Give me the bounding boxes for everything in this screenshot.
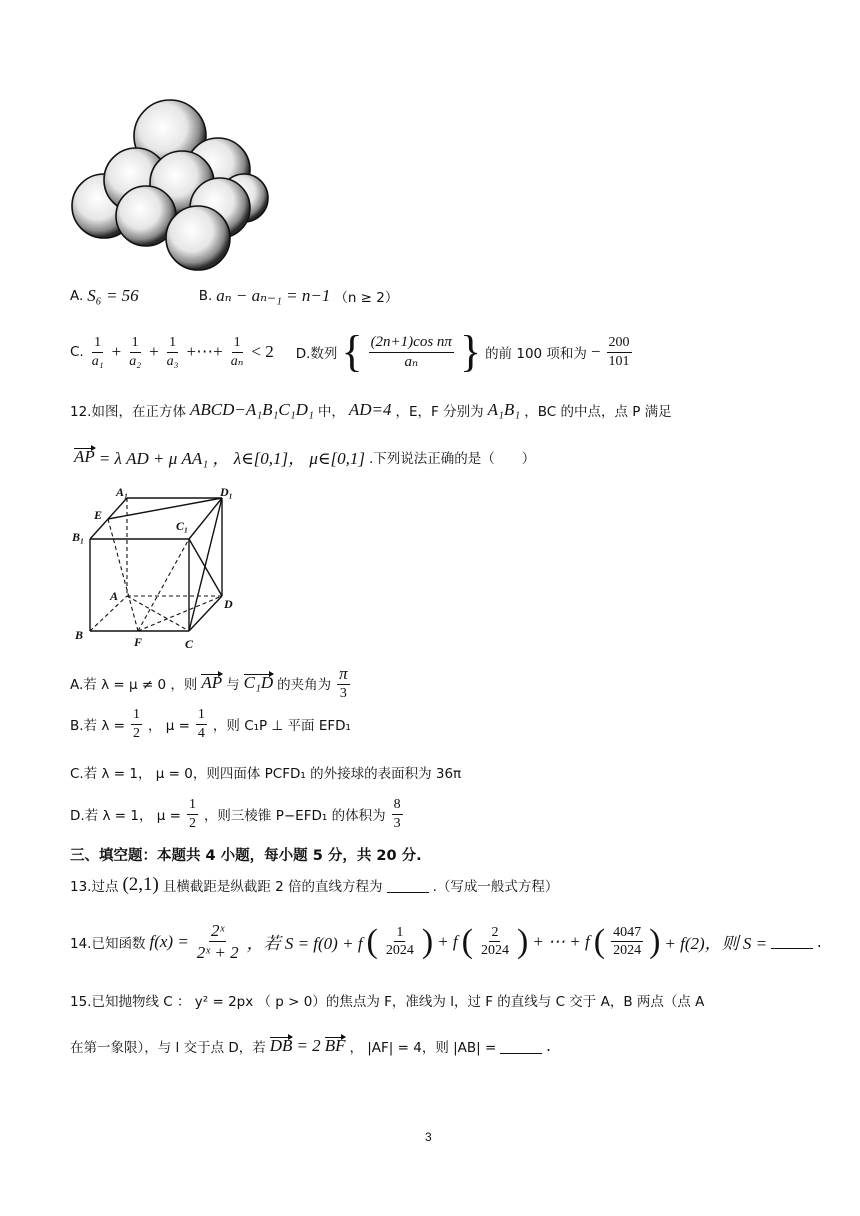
q13-text: .（写成一般式方程） [432, 879, 559, 895]
fraction: $\frac{1}{\text{a₂}}$ [129, 335, 142, 369]
sphere-stack-figure [70, 98, 270, 273]
q15-equals: = 2 [296, 1036, 321, 1055]
answer-blank[interactable] [500, 1039, 542, 1054]
q14-sum-start: ，若 S = f(0) + f [246, 934, 363, 954]
q12-stem-text: 中， [317, 404, 345, 420]
vertex-label-d1: D₁ [220, 486, 233, 499]
vector-c1d: C₁D [243, 672, 274, 692]
q15-line2 [70, 1036, 551, 1056]
paren-right: ) [421, 922, 434, 960]
sphere [166, 206, 230, 270]
q12-option-c-text: C.若 λ = 1， μ = 0，则四面体 PCFD₁ 的外接球的表面积为 36π [70, 766, 462, 782]
paren-right: ) [649, 922, 661, 960]
q12-stem-text: ，BC 的中点，点 P 满足 [524, 404, 672, 420]
fraction: $\frac{1}{\text{aₙ}}$ [230, 335, 244, 369]
fraction [337, 663, 350, 703]
q12-stem-line2 [74, 444, 535, 469]
option-b-condition: （n ≥ 2） [334, 290, 399, 306]
vector-bf: BF [324, 1036, 346, 1055]
option-d-value [607, 334, 632, 370]
q15-text: 在第一象限），与 l 交于点 D，若 [70, 1040, 266, 1056]
cube-figure [72, 486, 242, 654]
frac-den: 3 [339, 686, 347, 702]
q14-text: 14.已知函数 [70, 935, 146, 952]
q15-text: ， |AF| = 4，则 |AB| = [349, 1040, 497, 1056]
frac-num: π [337, 663, 350, 685]
option-b-expr: aₙ − aₙ₋₁ = n−1 [216, 286, 331, 305]
frac-num: 2ˣ [209, 920, 226, 942]
vertex-label-c1: C₁ [176, 519, 189, 533]
q12-stem-line1 [70, 400, 672, 420]
vector-db: DB [269, 1036, 293, 1055]
frac-den: 4 [197, 725, 205, 741]
q12-option-b-text: B.若 λ = [70, 718, 125, 734]
q12-option-a-text: A.若 λ = μ ≠ 0 ，则 [70, 676, 198, 693]
q12-option-d-mid: ，则三棱锥 P−EFD₁ 的体积为 [203, 808, 386, 824]
q14-dots: + ⋯ + f [532, 931, 590, 951]
frac-den: 3 [393, 815, 401, 831]
frac-den: 2024 [385, 943, 414, 959]
vertex-label-f: F [134, 635, 143, 649]
frac-den: 2 [188, 815, 196, 831]
answer-blank[interactable] [387, 878, 429, 893]
answer-blank[interactable] [771, 934, 813, 949]
fraction [479, 924, 511, 960]
fraction [131, 706, 142, 742]
brace-right: } [459, 327, 482, 376]
vector-ap: AP [74, 446, 95, 466]
q15-text: 15.已知抛物线 C ： y² = 2px （ p > 0）的焦点为 F，准线为 l，过 F 的直线与 C 交于 A，B 两点（点 A [70, 994, 705, 1010]
option-d-value-num: 200 [607, 334, 632, 353]
q12-cube-name: ABCD−A₁B₁C₁D₁ [189, 400, 314, 419]
frac-den: 2024 [613, 943, 642, 959]
q13-text: 13.过点 [70, 879, 119, 895]
vertex-label-e: E [94, 508, 103, 522]
frac-num: 1 [196, 706, 207, 725]
vertex-label-a1: A₁ [116, 486, 129, 499]
q15-end: . [546, 1036, 551, 1055]
fraction [611, 924, 643, 960]
paren-left: ( [593, 922, 606, 960]
frac-num: 2 [489, 924, 500, 943]
option-d-den: aₙ [404, 353, 419, 370]
q13-text: 且横截距是纵截距 2 倍的直线方程为 [162, 879, 383, 895]
q12-option-a [70, 663, 352, 703]
q14-sum-end: + f(2)，则 S = [664, 934, 768, 954]
brace-left: { [341, 327, 363, 376]
frac-num: 1 [187, 796, 198, 815]
option-a-label: A. [70, 288, 84, 304]
frac-den: 2024 [480, 943, 509, 959]
q15-line1 [70, 990, 704, 1010]
frac-num: 4047 [611, 924, 643, 943]
vertex-label-d: D [224, 597, 233, 611]
q11-options-ab [70, 286, 398, 306]
fraction [195, 920, 241, 964]
q14-plus: + f [437, 931, 458, 951]
option-b-label: B. [198, 288, 213, 304]
q14-function: f(x) = [149, 931, 189, 951]
paren-right: ) [516, 922, 529, 960]
q12-option-a-tail: 的夹角为 [277, 676, 332, 693]
option-c-label: C. [70, 344, 84, 360]
q13 [70, 874, 558, 896]
fraction [196, 706, 207, 742]
q12-option-d-text: D.若 λ = 1， μ = [70, 808, 181, 824]
page-number: 3 [425, 1130, 432, 1144]
q12-edge-length: AD=4 [348, 400, 392, 419]
option-d-sequence [369, 333, 454, 372]
q12-stem-text: ，E，F 分别为 [395, 404, 484, 420]
vertex-label-c: C [185, 637, 194, 651]
frac-num: 8 [392, 796, 403, 815]
q12-option-a-mid: 与 [226, 676, 240, 693]
option-c-tail: < 2 [251, 342, 274, 361]
vertex-label-b1: B₁ [72, 530, 85, 544]
frac-den: 2ˣ + 2 [196, 943, 239, 963]
frac-den: 2 [132, 725, 140, 741]
q12-stem-text: 12.如图，在正方体 [70, 404, 186, 420]
fraction: $\frac{1}{\text{a₃}}$ [166, 335, 179, 369]
option-d-value-den: 101 [608, 353, 630, 369]
q13-point: (2,1) [122, 874, 159, 895]
fraction [392, 796, 403, 832]
option-d-num: (2n+1)cos nπ [369, 333, 454, 353]
q12-segment: A₁B₁ [487, 400, 521, 419]
q12-option-d [70, 796, 405, 832]
q14 [70, 920, 821, 964]
option-d-text: 的前 100 项和为 [485, 346, 587, 362]
q12-option-c [70, 762, 461, 782]
frac-num: 1 [131, 706, 142, 725]
vertex-label-b: B [75, 628, 84, 642]
paren-left: ( [366, 922, 378, 960]
paren-left: ( [461, 922, 473, 960]
q12-option-b-tail: ，则 C₁P ⊥ 平面 EFD₁ [212, 718, 351, 734]
option-a-expr: S₆ = 56 [87, 286, 139, 305]
q12-vector-relation: = λ AD + μ AA₁ ， λ∈[0,1]， μ∈[0,1] [98, 449, 365, 468]
fraction: $\frac{1}{\text{a₁}}$ [91, 335, 104, 369]
q11-options-cd: C. $\frac{1}{\text{a₁}}$ + $\frac{1}{\text{a₂}}$ + $\frac{1}{\text{a₃}}$ +⋯+ $\frac{1}{\text{aₙ}}$ < 2 D.数列 { $\frac{\text{(2n+1)cos nπ}}{\text{aₙ}}$ } 的前 100 项和为 − $\frac{200}{101}$ [70, 327, 630, 376]
vector-ap: AP [201, 672, 223, 692]
frac-num: 1 [394, 924, 405, 943]
fraction [187, 796, 198, 832]
q12-question-tail: .下列说法正确的是（ ） [369, 450, 536, 467]
option-d-label: D.数列 [295, 346, 338, 362]
section-heading: 三、填空题：本题共 4 小题，每小题 5 分，共 20 分. [70, 848, 422, 864]
q12-option-b [70, 706, 351, 742]
q14-end: . [817, 931, 822, 951]
fraction [384, 924, 416, 960]
vertex-label-a: A [110, 589, 119, 603]
q12-option-b-mid: ， μ = [147, 718, 190, 734]
